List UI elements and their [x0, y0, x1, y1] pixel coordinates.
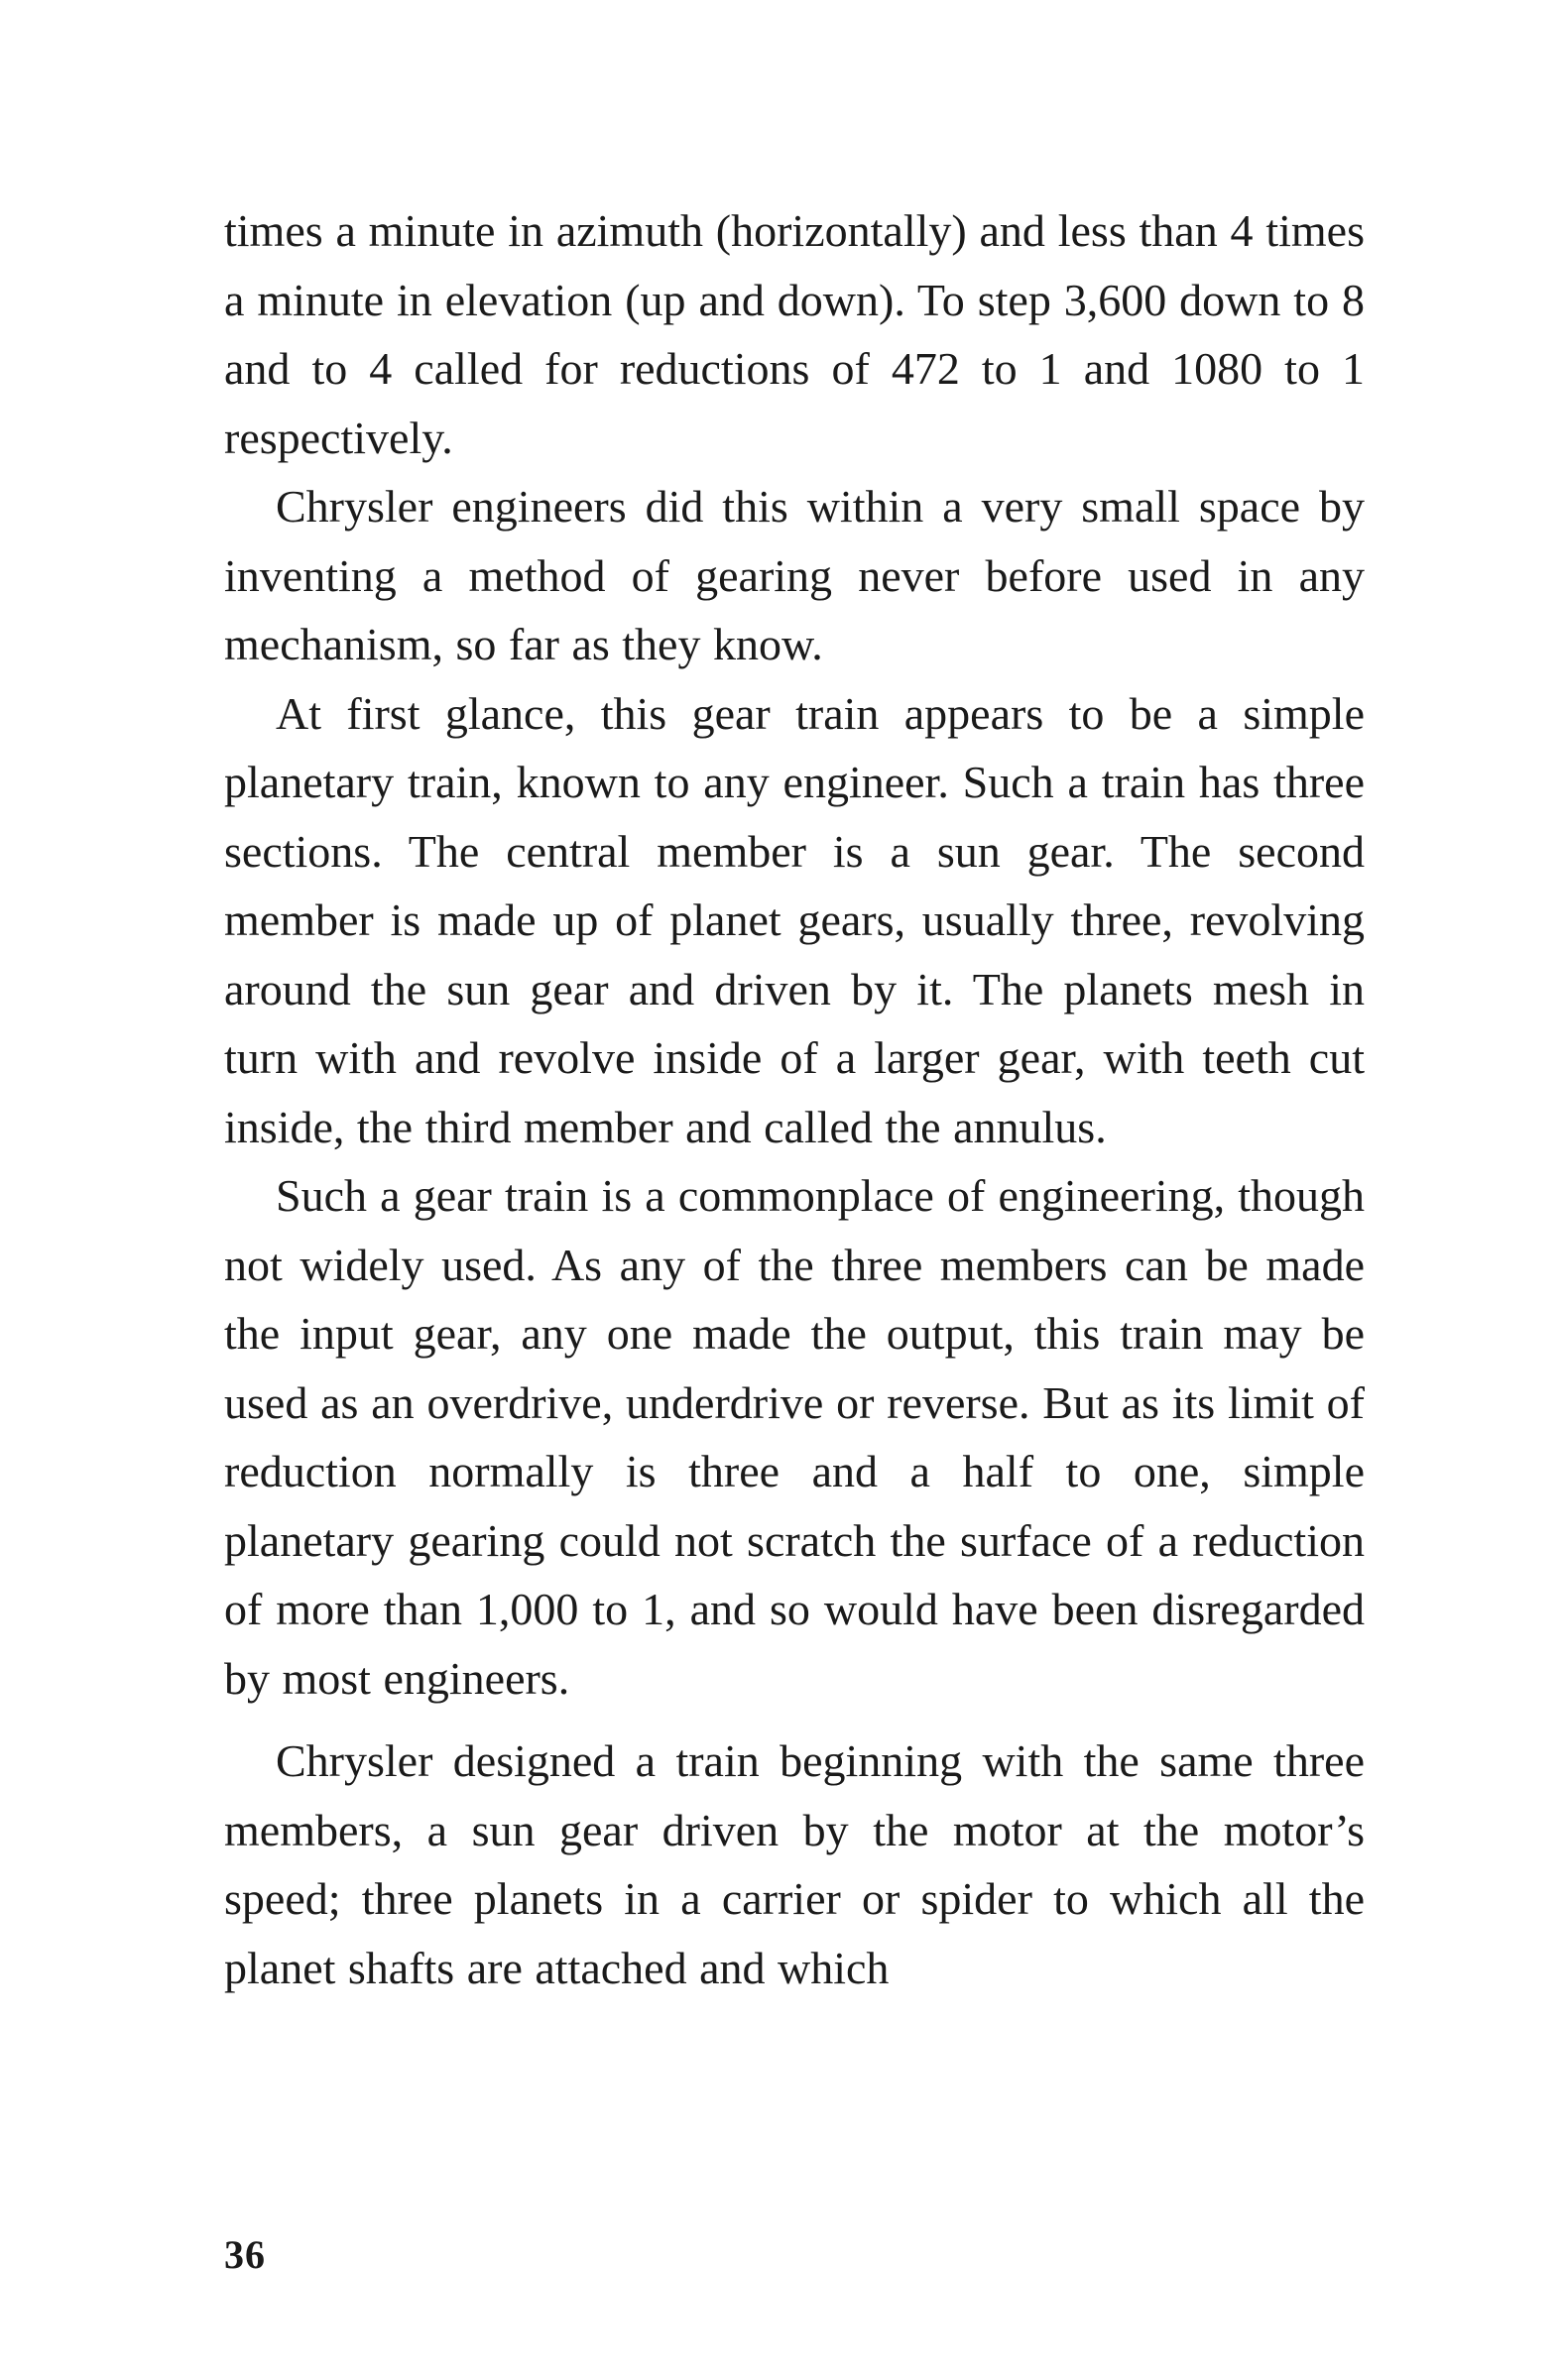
paragraph-2: Chrysler engineers did this within a very small space by inventing a method of gearing never before used in any mechanism, so far as they know.	[224, 481, 1365, 669]
page-number: 36	[224, 2232, 266, 2277]
paragraph-3: At first glance, this gear train appears to be a simple planetary train, known to any engineer. Such a train has three sections. The central member is a sun gear. The second member is made up of planet gears, usually three, revolving around the sun gear and driven by it. The planets mesh in turn with and revolve inside of a larger gear, with teeth cut inside, the third member and called the annulus.	[224, 687, 1365, 1152]
body-text	[224, 196, 1365, 2002]
paragraph-5: Chrysler designed a train beginning with the same three members, a sun gear driven by the motor at the motor’s speed; three planets in a carrier or spider to which all the planet shafts are attached and which	[224, 1735, 1365, 1993]
paragraph-4: Such a gear train is a commonplace of engineering, though not widely used. As any of the three members can be made the input gear, any one made the output, this train may be used as an overdrive, underdrive or reverse. But as its limit of reduction normally is three and a half to one, simple planetary gearing could not scratch the surface of a reduction of more than 1,000 to 1, and so would have been disregarded by most engineers.	[224, 1170, 1365, 1704]
paragraph-1: times a minute in azimuth (horizontally) and less than 4 times a minute in elevation (up and down). To step 3,600 down to 8 and to 4 called for reductions of 472 to 1 and 1080 to 1 respectively.	[224, 205, 1365, 463]
